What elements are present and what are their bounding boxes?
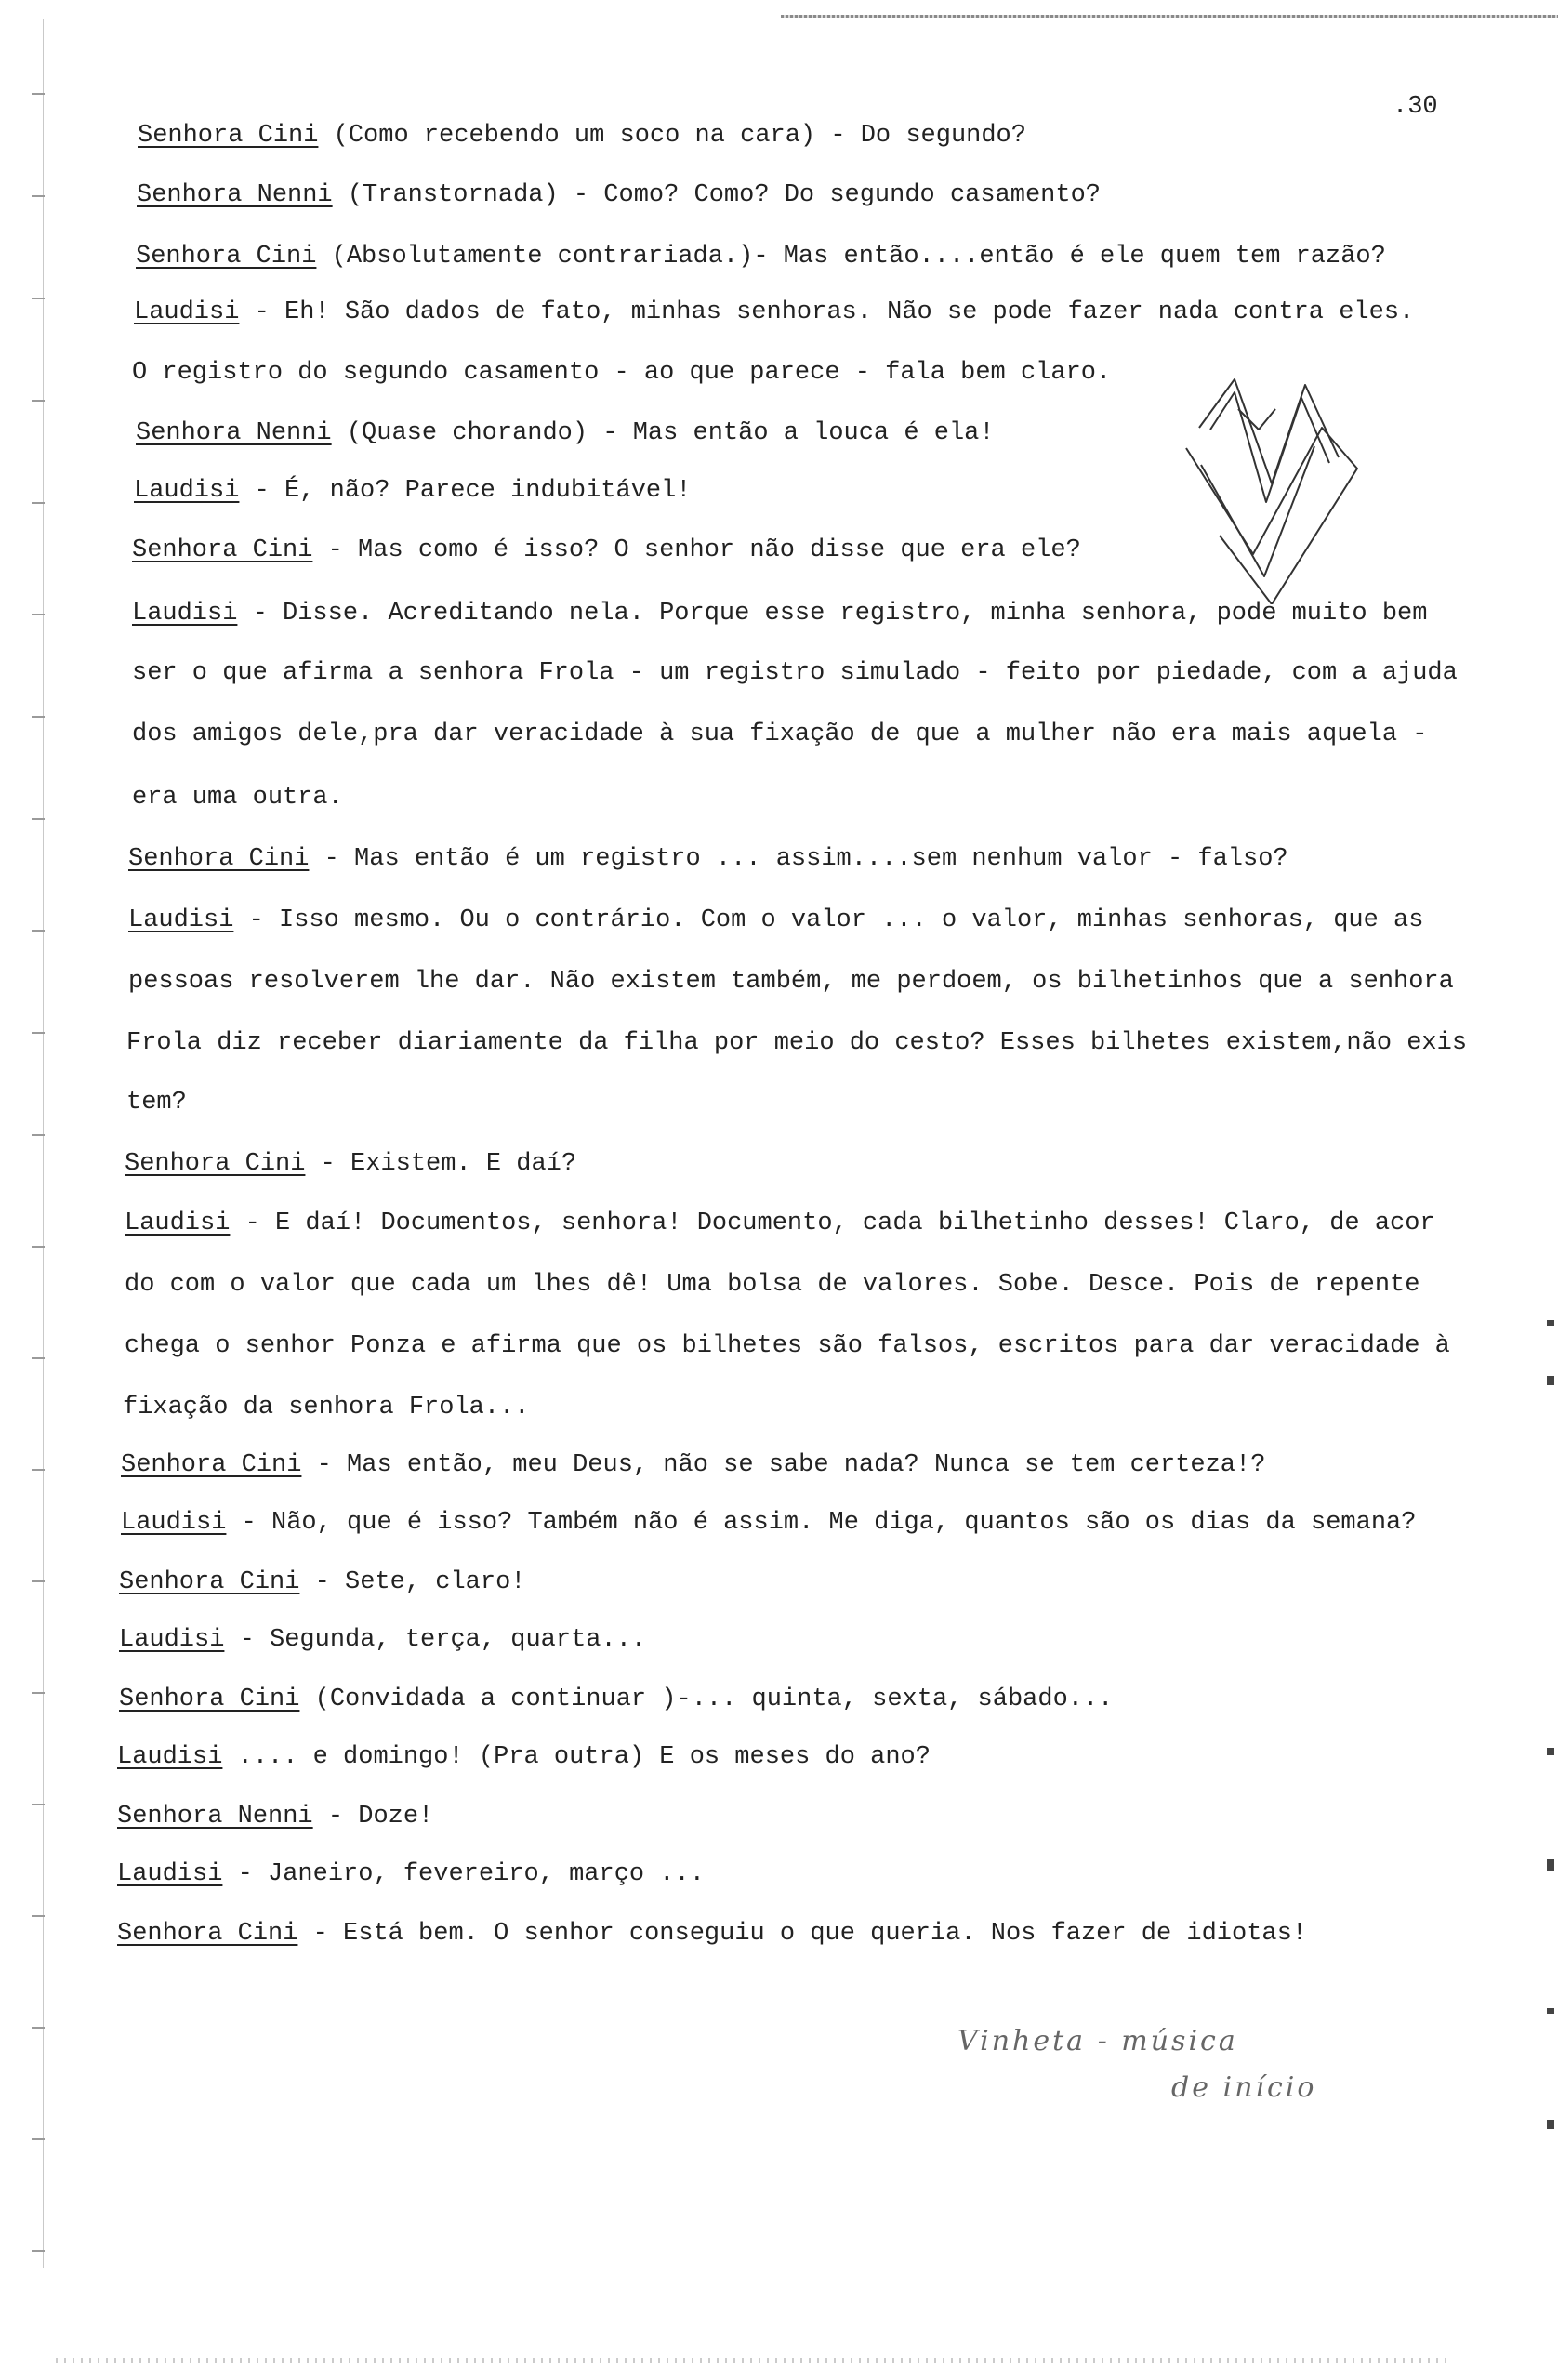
speaker-name: Senhora Cini xyxy=(119,1568,300,1596)
dialogue-text: Frola diz receber diariamente da filha por meio do cesto? Esses bilhetes existem,não exis xyxy=(126,1029,1468,1057)
speaker-name: Laudisi xyxy=(117,1860,223,1888)
dialogue-text: (Convidada a continuar )-... quinta, sexta, sábado... xyxy=(299,1686,1114,1713)
handwritten-note xyxy=(957,2016,1478,2127)
handwritten-note-line: Vinheta - música xyxy=(957,2025,1238,2057)
dialogue-line xyxy=(121,1450,1265,1480)
speaker-name: Laudisi xyxy=(132,600,238,628)
dialogue-line xyxy=(132,358,1111,388)
scan-bottom-noise xyxy=(56,2358,1450,2363)
speaker-name: Laudisi xyxy=(125,1210,231,1237)
dialogue-text: dos amigos dele,pra dar veracidade à sua fixação de que a mulher não era mais aquela - xyxy=(132,721,1428,748)
dialogue-text: (Transtornada) - Como? Como? Do segundo casamento? xyxy=(332,181,1101,209)
dialogue-line xyxy=(125,1270,1419,1300)
dialogue-text: - Mas então é um registro ... assim....sem nenhum valor - falso? xyxy=(309,845,1288,873)
speaker-name: Senhora Cini xyxy=(119,1686,300,1713)
speaker-name: Senhora Cini xyxy=(138,122,319,150)
dialogue-line xyxy=(119,1685,1113,1714)
dialogue-text: - Segunda, terça, quarta... xyxy=(224,1626,647,1654)
dialogue-line xyxy=(117,1919,1307,1949)
binding-edge-marks xyxy=(32,19,50,2268)
hand-drawn-chevron-sketch xyxy=(1182,372,1368,604)
dialogue-text: .... e domingo! (Pra outra) E os meses do ano? xyxy=(222,1743,931,1771)
dialogue-text: O registro do segundo casamento - ao que parece - fala bem claro. xyxy=(132,359,1112,387)
dialogue-text: - Mas como é isso? O senhor não disse que era ele? xyxy=(312,536,1081,564)
dialogue-text: - Sete, claro! xyxy=(299,1568,526,1596)
page-number: .30 xyxy=(1393,93,1438,121)
dialogue-text: chega o senhor Ponza e afirma que os bilhetes são falsos, escritos para dar veracidade à xyxy=(125,1332,1450,1360)
speaker-name: Senhora Nenni xyxy=(117,1803,313,1831)
dialogue-line xyxy=(125,1209,1435,1238)
dialogue-line xyxy=(134,476,692,506)
dialogue-text: - Eh! São dados de fato, minhas senhoras. Não se pode fazer nada contra eles. xyxy=(239,298,1415,326)
dialogue-line xyxy=(125,1331,1450,1361)
dialogue-text: (Quase chorando) - Mas então a louca é ela! xyxy=(331,419,995,447)
dialogue-line xyxy=(128,844,1288,874)
speaker-name: Senhora Nenni xyxy=(136,419,332,447)
dialogue-line xyxy=(128,967,1454,997)
dialogue-text: era uma outra. xyxy=(132,784,343,812)
dialogue-text: - Janeiro, fevereiro, março ... xyxy=(222,1860,705,1888)
dialogue-line xyxy=(121,1508,1416,1538)
dialogue-line xyxy=(132,720,1427,749)
dialogue-line xyxy=(138,121,1026,151)
dialogue-text: - Mas então, meu Deus, não se sabe nada? Nunca se tem certeza!? xyxy=(301,1451,1266,1479)
speaker-name: Senhora Cini xyxy=(128,845,310,873)
handwritten-note-line: de início xyxy=(1171,2071,1317,2104)
dialogue-line xyxy=(126,1028,1467,1058)
dialogue-line xyxy=(117,1802,433,1831)
dialogue-text: - E daí! Documentos, senhora! Documento, cada bilhetinho desses! Claro, de acor xyxy=(230,1210,1435,1237)
speaker-name: Laudisi xyxy=(134,298,240,326)
speaker-name: Laudisi xyxy=(121,1509,227,1537)
dialogue-text: ser o que afirma a senhora Frola - um registro simulado - feito por piedade, com a ajuda xyxy=(132,659,1458,687)
dialogue-text: - Existem. E daí? xyxy=(305,1150,577,1178)
speaker-name: Senhora Cini xyxy=(117,1920,298,1948)
dialogue-text: - É, não? Parece indubitável! xyxy=(239,477,692,505)
dialogue-line xyxy=(128,906,1423,935)
scan-top-rule xyxy=(781,15,1558,18)
dialogue-line xyxy=(132,783,343,813)
dialogue-line xyxy=(123,1393,529,1422)
speaker-name: Laudisi xyxy=(117,1743,223,1771)
dialogue-line xyxy=(119,1567,525,1597)
speaker-name: Laudisi xyxy=(119,1626,225,1654)
dialogue-text: tem? xyxy=(126,1089,187,1117)
dialogue-text: - Doze! xyxy=(312,1803,434,1831)
dialogue-line xyxy=(119,1625,646,1655)
speaker-name: Senhora Cini xyxy=(121,1451,302,1479)
dialogue-line xyxy=(117,1742,931,1772)
dialogue-text: - Está bem. O senhor conseguiu o que queria. Nos fazer de idiotas! xyxy=(297,1920,1308,1948)
dialogue-text: (Absolutamente contrariada.)- Mas então....então é ele quem tem razão? xyxy=(316,243,1386,271)
dialogue-line xyxy=(134,298,1414,327)
dialogue-line xyxy=(132,658,1458,688)
speaker-name: Senhora Cini xyxy=(125,1150,306,1178)
scan-edge-marks xyxy=(1539,1283,1558,2213)
speaker-name: Senhora Cini xyxy=(132,536,313,564)
dialogue-line xyxy=(137,180,1101,210)
dialogue-text: (Como recebendo um soco na cara) - Do segundo? xyxy=(318,122,1026,150)
speaker-name: Senhora Nenni xyxy=(137,181,333,209)
dialogue-line xyxy=(136,418,995,448)
speaker-name: Senhora Cini xyxy=(136,243,317,271)
dialogue-text: do com o valor que cada um lhes dê! Uma bolsa de valores. Sobe. Desce. Pois de repente xyxy=(125,1271,1420,1299)
dialogue-text: pessoas resolverem lhe dar. Não existem também, me perdoem, os bilhetinhos que a senhora xyxy=(128,968,1454,996)
dialogue-line xyxy=(132,536,1081,565)
dialogue-line xyxy=(126,1088,187,1117)
dialogue-text: - Disse. Acreditando nela. Porque esse registro, minha senhora, pode muito bem xyxy=(237,600,1428,628)
dialogue-text: - Isso mesmo. Ou o contrário. Com o valor ... o valor, minhas senhoras, que as xyxy=(233,906,1424,934)
speaker-name: Laudisi xyxy=(134,477,240,505)
dialogue-line xyxy=(117,1859,705,1889)
dialogue-text: - Não, que é isso? Também não é assim. Me diga, quantos são os dias da semana? xyxy=(226,1509,1417,1537)
dialogue-line xyxy=(125,1149,576,1179)
dialogue-text: fixação da senhora Frola... xyxy=(123,1394,530,1421)
dialogue-line xyxy=(136,242,1386,271)
speaker-name: Laudisi xyxy=(128,906,234,934)
